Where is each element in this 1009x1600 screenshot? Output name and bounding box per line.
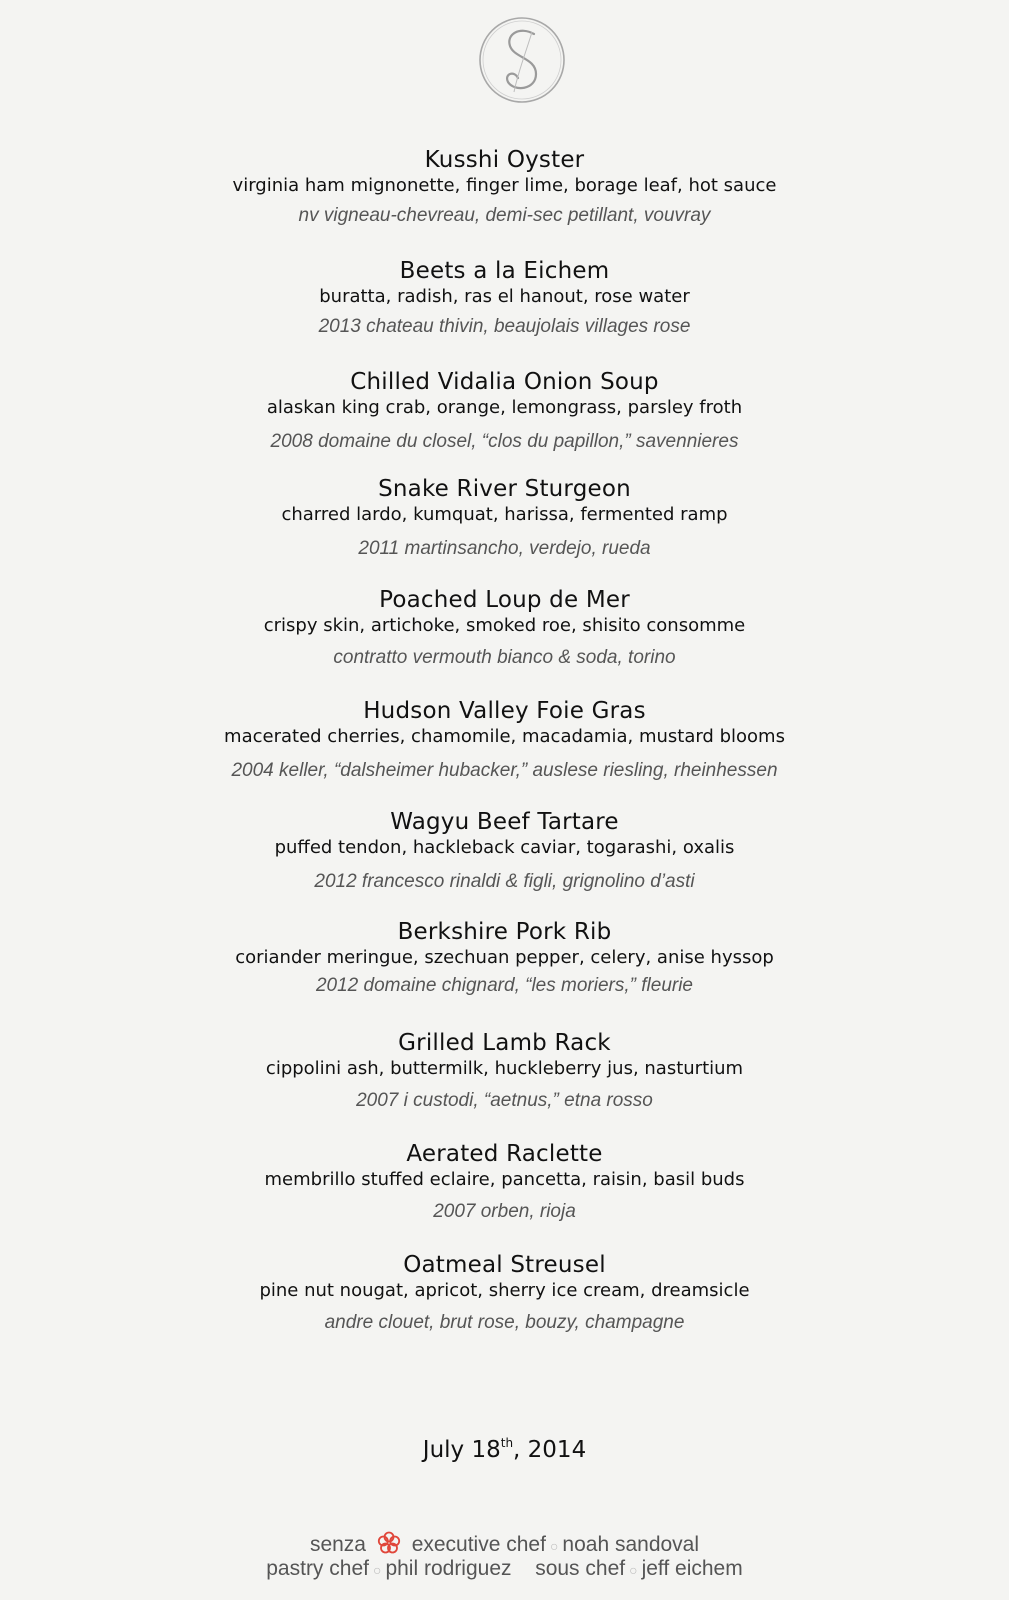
course-3 — [0, 368, 1009, 454]
separator-dot-icon: ○ — [629, 1562, 638, 1578]
restaurant-name: senza — [309, 1533, 366, 1556]
course-1 — [0, 146, 1009, 228]
separator-dot-icon: ○ — [372, 1562, 382, 1578]
exec-chef-role: executive chef — [411, 1533, 546, 1556]
menu-date — [0, 1436, 1009, 1463]
course-8 — [0, 918, 1009, 998]
course-title: Snake River Sturgeon — [378, 476, 631, 502]
course-description: macerated cherries, chamomile, macadamia, mustard blooms — [224, 726, 785, 747]
date-prefix: July 18 — [422, 1437, 501, 1463]
date-suffix: th — [500, 1436, 514, 1450]
wine-pairing: 2008 domaine du closel, “clos du papillon,” savennieres — [270, 431, 739, 452]
course-description: charred lardo, kumquat, harissa, fermented ramp — [281, 504, 728, 525]
course-description: virginia ham mignonette, finger lime, borage leaf, hot sauce — [232, 175, 777, 196]
wine-pairing: 2007 orben, rioja — [433, 1201, 576, 1222]
course-11 — [0, 1251, 1009, 1335]
course-9 — [0, 1029, 1009, 1113]
wine-pairing: 2004 keller, “dalsheimer hubacker,” auslese riesling, rheinhessen — [231, 760, 778, 781]
wine-pairing: andre clouet, brut rose, bouzy, champagne — [324, 1312, 685, 1333]
date-year: , 2014 — [513, 1437, 587, 1463]
course-title: Hudson Valley Foie Gras — [363, 698, 646, 724]
course-title: Oatmeal Streusel — [403, 1252, 606, 1278]
course-title: Wagyu Beef Tartare — [390, 809, 619, 835]
wine-pairing: 2012 domaine chignard, “les moriers,” fleurie — [315, 975, 693, 996]
course-title: Beets a la Eichem — [399, 258, 610, 284]
footer-line-2 — [0, 1557, 1009, 1581]
course-4 — [0, 475, 1009, 561]
sous-chef-role: sous chef — [535, 1557, 626, 1580]
sous-chef-name: jeff eichem — [641, 1557, 743, 1580]
senza-logo — [474, 12, 570, 108]
michelin-flower-icon — [376, 1530, 402, 1556]
wine-pairing: nv vigneau-chevreau, demi-sec petillant, vouvray — [298, 205, 711, 226]
course-description: alaskan king crab, orange, lemongrass, parsley froth — [266, 397, 743, 418]
course-title: Chilled Vidalia Onion Soup — [350, 369, 659, 395]
wine-pairing: 2007 i custodi, “aetnus,” etna rosso — [356, 1090, 653, 1111]
course-title: Kusshi Oyster — [424, 147, 585, 173]
course-description: cippolini ash, buttermilk, huckleberry jus, nasturtium — [265, 1058, 744, 1079]
course-title: Aerated Raclette — [406, 1141, 603, 1167]
course-description: puffed tendon, hackleback caviar, togarashi, oxalis — [274, 837, 735, 858]
wine-pairing: 2013 chateau thivin, beaujolais villages rose — [318, 316, 691, 337]
course-2 — [0, 257, 1009, 339]
course-description: coriander meringue, szechuan pepper, celery, anise hyssop — [235, 947, 774, 968]
course-6 — [0, 697, 1009, 783]
wine-pairing: contratto vermouth bianco & soda, torino — [333, 647, 676, 668]
separator-dot-icon: ○ — [549, 1538, 559, 1554]
pastry-chef-name: phil rodriguez — [385, 1557, 512, 1580]
course-5 — [0, 586, 1009, 670]
exec-chef-name: noah sandoval — [562, 1533, 700, 1556]
course-title: Grilled Lamb Rack — [398, 1030, 611, 1056]
footer-line-1 — [0, 1530, 1009, 1557]
course-7 — [0, 808, 1009, 894]
wine-pairing: 2011 martinsancho, verdejo, rueda — [358, 538, 651, 559]
wine-pairing: 2012 francesco rinaldi & figli, grignolino d’asti — [314, 871, 695, 892]
course-description: pine nut nougat, apricot, sherry ice cream, dreamsicle — [259, 1280, 750, 1301]
course-title: Poached Loup de Mer — [379, 587, 630, 613]
course-description: membrillo stuffed eclaire, pancetta, raisin, basil buds — [264, 1169, 745, 1190]
course-description: crispy skin, artichoke, smoked roe, shisito consomme — [263, 615, 746, 636]
course-title: Berkshire Pork Rib — [397, 919, 612, 945]
pastry-chef-role: pastry chef — [266, 1557, 369, 1580]
course-10 — [0, 1140, 1009, 1224]
course-description: buratta, radish, ras el hanout, rose water — [319, 286, 690, 307]
